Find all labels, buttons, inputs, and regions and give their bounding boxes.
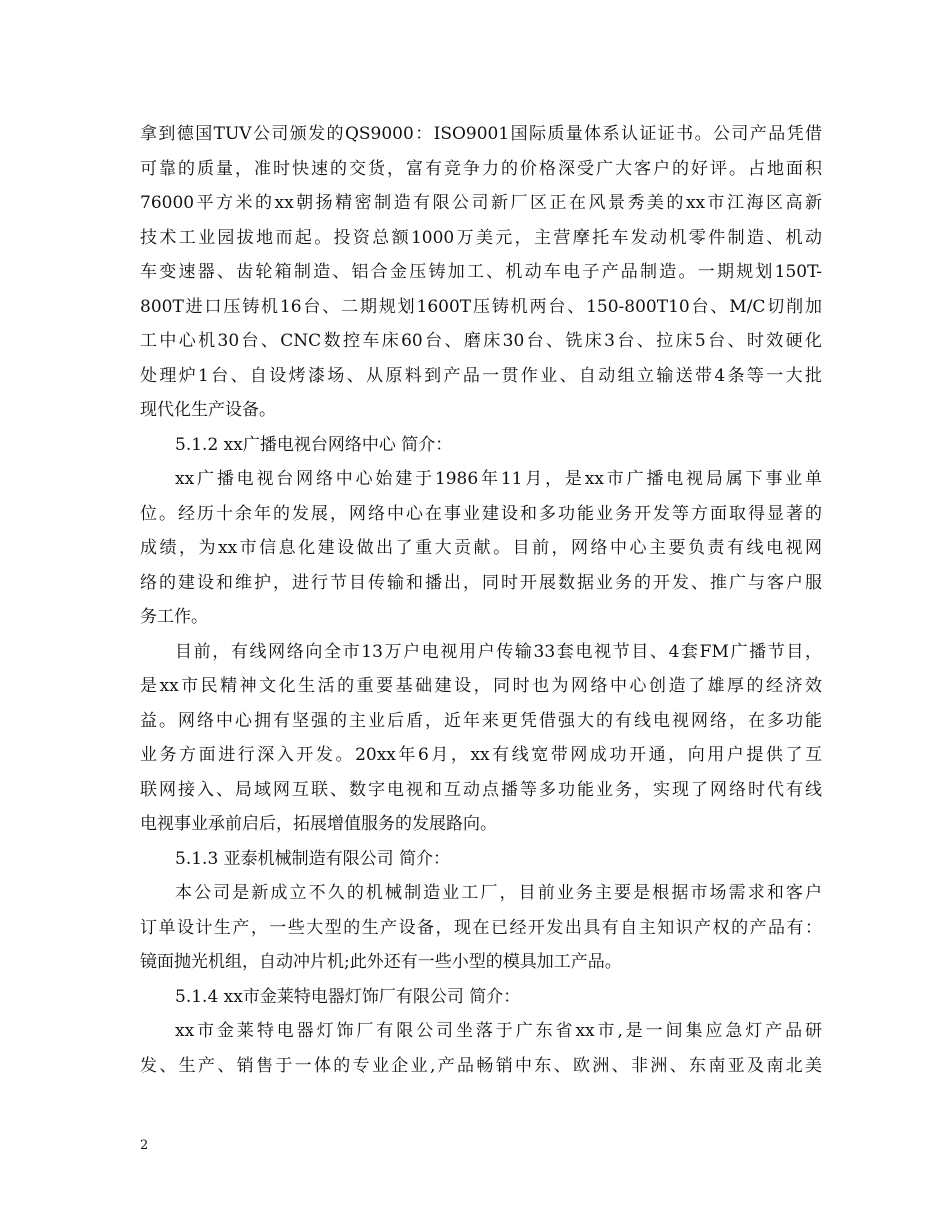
text-line: 电视事业承前启后，拓展增值服务的发展路向。 — [140, 814, 497, 834]
section-heading-5-1-2: 5.1.2 xx广播电视台网络中心 简介： — [175, 434, 453, 455]
text-line: 800T进口压铸机16台、二期规划1600T压铸机两台、150-800T10台、M/C切削加 — [140, 296, 822, 317]
section-heading-5-1-3: 5.1.3 亚泰机械制造有限公司 简介： — [175, 848, 451, 869]
text-line: 工中心机30台、CNC数控车床60台、磨床30台、铣床3台、拉床5台、时效硬化 — [140, 331, 822, 351]
section-heading-5-1-4: 5.1.4 xx市金莱特电器灯饰厂有限公司 简介： — [175, 986, 521, 1007]
text-line: 发、生产、销售于一体的专业企业,产品畅销中东、欧洲、非洲、东南亚及南北美 — [140, 1055, 822, 1076]
text-line: 76000平方米的xx朝扬精密制造有限公司新厂区正在风景秀美的xx市江海区高新 — [140, 193, 822, 213]
text-line: 业务方面进行深入开发。20xx年6月，xx有线宽带网成功开通，向用户提供了互 — [140, 745, 822, 765]
text-line: 目前，有线网络向全市13万户电视用户传输33套电视节目、4套FM广播节目， — [175, 641, 822, 662]
text-line: 技术工业园拔地而起。投资总额1000万美元，主营摩托车发动机零件制造、机动 — [140, 227, 822, 248]
text-line: 联网接入、局域网互联、数字电视和互动点播等多功能业务，实现了网络时代有线 — [140, 779, 822, 800]
document-body — [140, 117, 822, 1083]
text-line: 成绩，为xx市信息化建设做出了重大贡献。目前，网络中心主要负责有线电视网 — [140, 538, 822, 558]
text-line: 现代化生产设备。 — [140, 400, 276, 420]
page-number: 2 — [140, 1138, 149, 1153]
text-line: 益。网络中心拥有坚强的主业后盾，近年来更凭借强大的有线电视网络，在多功能 — [140, 710, 822, 731]
text-line: 可靠的质量，准时快速的交货，富有竞争力的价格深受广大客户的好评。占地面积 — [140, 158, 822, 179]
text-line: 拿到德国TUV公司颁发的QS9000：ISO9001国际质量体系认证证书。公司产品凭借 — [140, 124, 822, 144]
text-line: 是xx市民精神文化生活的重要基础建设，同时也为网络中心创造了雄厚的经济效 — [140, 676, 822, 696]
text-line: 车变速器、齿轮箱制造、铝合金压铸加工、机动车电子产品制造。一期规划150T- — [140, 262, 822, 282]
text-line: xx市金莱特电器灯饰厂有限公司坐落于广东省xx市,是一间集应急灯产品研 — [175, 1021, 822, 1041]
text-line: 订单设计生产，一些大型的生产设备，现在已经开发出具有自主知识产权的产品有： — [140, 917, 822, 938]
text-line: 处理炉1台、自设烤漆场、从原料到产品一贯作业、自动组立输送带4条等一大批 — [140, 365, 822, 386]
text-line: 务工作。 — [140, 607, 208, 627]
text-line: 镜面抛光机组，自动冲片机;此外还有一些小型的模具加工产品。 — [140, 952, 622, 972]
text-line: 本公司是新成立不久的机械制造业工厂，目前业务主要是根据市场需求和客户 — [175, 883, 822, 903]
text-line: xx广播电视台网络中心始建于1986年11月，是xx市广播电视局属下事业单 — [175, 469, 822, 489]
text-line: 位。经历十余年的发展，网络中心在事业建设和多功能业务开发等方面取得显著的 — [140, 503, 822, 524]
text-line: 络的建设和维护，进行节目传输和播出，同时开展数据业务的开发、推广与客户服 — [140, 572, 822, 593]
